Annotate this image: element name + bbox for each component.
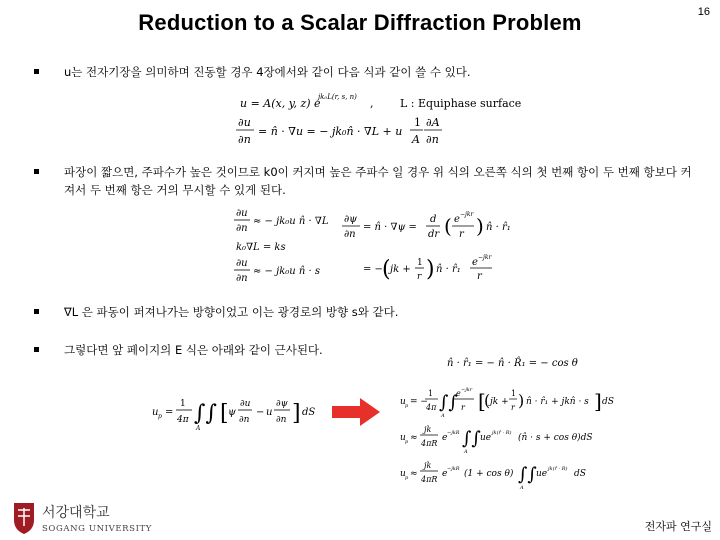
sogang-university-logo [12,500,152,536]
svg-text:jk +: jk + [490,397,509,407]
svg-text:): ) [426,257,435,282]
svg-text:4π: 4π [426,403,437,412]
svg-text:r: r [417,272,422,282]
equation-eikonal [230,86,522,156]
university-english-name: SOGANG UNIVERSITY [42,524,153,534]
svg-text:4π: 4π [177,415,189,425]
svg-text:= −: = − [363,264,383,275]
svg-text:1: 1 [428,389,434,398]
svg-text:(n̂ · s + cos θ)dS: (n̂ · s + cos θ)dS [518,433,593,443]
svg-text:dr: dr [428,229,440,240]
svg-text:ue: ue [480,433,492,443]
equation-cos-identity [445,352,585,372]
svg-text:A: A [412,133,420,146]
svg-text:u = A(x, y, z) e: u = A(x, y, z) e [240,97,321,110]
svg-text:∂n: ∂n [276,415,287,425]
svg-text:n̂ · r̂₁ = − n̂ · R̂₁ = − cos: n̂ · r̂₁ = − n̂ · R̂₁ = − cos θ [447,358,578,369]
equation-green-derivative [340,205,530,289]
svg-text:jk: jk [424,425,432,434]
svg-text:∂A: ∂A [426,116,440,129]
svg-text:∂n: ∂n [426,133,439,146]
svg-text:(1 + cos θ): (1 + cos θ) [464,469,514,479]
svg-text:r: r [461,403,465,412]
svg-text:r: r [477,271,482,282]
bullet-marker [34,347,39,352]
bullet-marker [34,169,39,174]
svg-text:jk +: jk + [390,264,411,275]
svg-text:jk(r̂ · R): jk(r̂ · R) [492,430,512,436]
svg-text:jk: jk [424,461,432,470]
svg-text:[: [ [478,389,486,413]
svg-text:∂n: ∂n [344,229,356,240]
svg-text:∂n: ∂n [239,415,250,425]
svg-text:k₀∇L = ks: k₀∇L = ks [236,242,286,253]
svg-text:u: u [400,397,406,407]
svg-text:−jkr: −jkr [460,211,474,218]
svg-text:e: e [456,389,461,398]
svg-text:= n̂ · ∇ψ =: = n̂ · ∇ψ = [363,222,417,233]
svg-text:≈ − jk₀u n̂ · ∇L: ≈ − jk₀u n̂ · ∇L [253,216,329,227]
svg-text:1: 1 [511,389,517,398]
svg-text:u: u [400,433,406,443]
svg-text:(: ( [484,391,491,410]
equation-high-frequency [230,205,340,289]
svg-text:1: 1 [180,399,186,409]
bullet-3-text: ∇L 은 파동이 퍼져나가는 방향이었고 이는 광경로의 방향 s와 같다. [64,305,399,319]
svg-text:]: ] [594,389,602,413]
svg-text:−jkR: −jkR [447,466,460,472]
svg-text:p: p [405,439,409,445]
svg-text:1: 1 [414,116,421,129]
svg-text:(: ( [444,214,452,238]
svg-text:∂u: ∂u [240,399,251,409]
svg-text:∂u: ∂u [238,116,251,129]
svg-text:4πR: 4πR [421,439,438,448]
red-arrow-icon [332,398,380,426]
bullet-2-text: 파장이 짧으면, 주파수가 높은 것이므로 k0이 커지며 높은 주파수 일 경우 위 식의 오른쪽 식의 첫 번째 항이 두 번째 항보다 커져서 두 번째 항은 거의 무시할 수 있게 된다. [64,165,692,197]
svg-text:r: r [511,403,515,412]
svg-text:n̂ · r̂₁: n̂ · r̂₁ [436,264,461,275]
svg-text:∂ψ: ∂ψ [276,399,288,409]
svg-text:): ) [518,391,525,410]
svg-text:dS: dS [574,469,586,479]
svg-text:[: [ [220,401,229,426]
svg-text:e: e [454,214,460,225]
svg-text:∂u: ∂u [236,208,248,219]
svg-text:u: u [266,407,273,418]
svg-text:≈: ≈ [410,433,418,443]
page-number: 16 [697,6,710,18]
svg-text:−: − [256,407,265,418]
svg-text:∂n: ∂n [236,223,248,234]
svg-text:∂u: ∂u [236,258,248,269]
svg-text:p: p [405,475,409,481]
svg-text:): ) [476,214,484,238]
svg-text:A: A [196,425,201,432]
svg-text:∫∫: ∫∫ [439,392,458,413]
svg-text:= −: = − [410,397,428,407]
svg-text:∂n: ∂n [238,133,251,146]
lab-name: 전자파 연구실 [644,520,712,533]
svg-text:A: A [520,485,524,491]
svg-text:(: ( [382,257,391,282]
svg-text:e: e [442,433,448,443]
bullet-marker [34,309,39,314]
svg-text:ψ: ψ [228,407,236,418]
svg-text:e: e [472,257,478,268]
svg-text:jk₀L(r, s, n): jk₀L(r, s, n) [318,93,357,101]
svg-text:∫∫: ∫∫ [518,464,537,485]
svg-text:d: d [430,214,437,225]
svg-text:= n̂ · ∇u = − jk₀n̂ · ∇L + u: = n̂ · ∇u = − jk₀n̂ · ∇L + u [258,125,403,138]
bullet-4-text: 그렇다면 앞 페이지의 E 식은 아래와 같이 근사된다. [64,343,323,357]
svg-text:4πR: 4πR [421,475,438,484]
bullet-1-text: u는 전자기장을 의미하며 진동할 경우 4장에서와 같이 다음 식과 같이 쓸 수 있다. [64,65,471,79]
svg-text:∂ψ: ∂ψ [344,214,358,225]
equation-approximation [398,380,638,490]
svg-text:jk(r̂ · R): jk(r̂ · R) [548,466,568,472]
svg-text:−jkr: −jkr [461,387,473,393]
svg-text:,: , [370,97,374,110]
svg-text:n̂ · r̂₁ + jkn̂ · s: n̂ · r̂₁ + jkn̂ · s [526,397,589,407]
svg-text:dS: dS [602,397,614,407]
svg-text:−jkr: −jkr [478,254,492,261]
svg-text:∫∫: ∫∫ [194,401,217,426]
svg-text:ue: ue [536,469,548,479]
slide-title: Reduction to a Scalar Diffraction Problem [138,10,582,35]
svg-text:]: ] [292,401,301,426]
svg-text:∂n: ∂n [236,273,248,284]
svg-text:−jkR: −jkR [447,430,460,436]
svg-text:n̂ · r̂₁: n̂ · r̂₁ [486,222,511,233]
svg-text:dS: dS [302,407,316,418]
svg-text:r: r [459,229,464,240]
svg-text:e: e [442,469,448,479]
svg-text:p: p [158,413,162,420]
svg-text:p: p [405,403,409,409]
equation-kirchhoff-integral [150,386,340,436]
svg-text:=: = [165,407,174,418]
bullet-marker [34,69,39,74]
svg-text:1: 1 [417,258,423,268]
svg-text:u: u [152,407,159,418]
svg-text:∫∫: ∫∫ [462,428,481,449]
svg-text:≈: ≈ [410,469,418,479]
equiphase-label: L : Equiphase surface [400,97,522,110]
svg-text:u: u [400,469,406,479]
svg-text:A: A [464,449,468,455]
svg-text:≈ − jk₀u n̂ · s: ≈ − jk₀u n̂ · s [253,266,321,277]
university-korean-name: 서강대학교 [42,505,110,521]
svg-text:A: A [441,413,445,419]
